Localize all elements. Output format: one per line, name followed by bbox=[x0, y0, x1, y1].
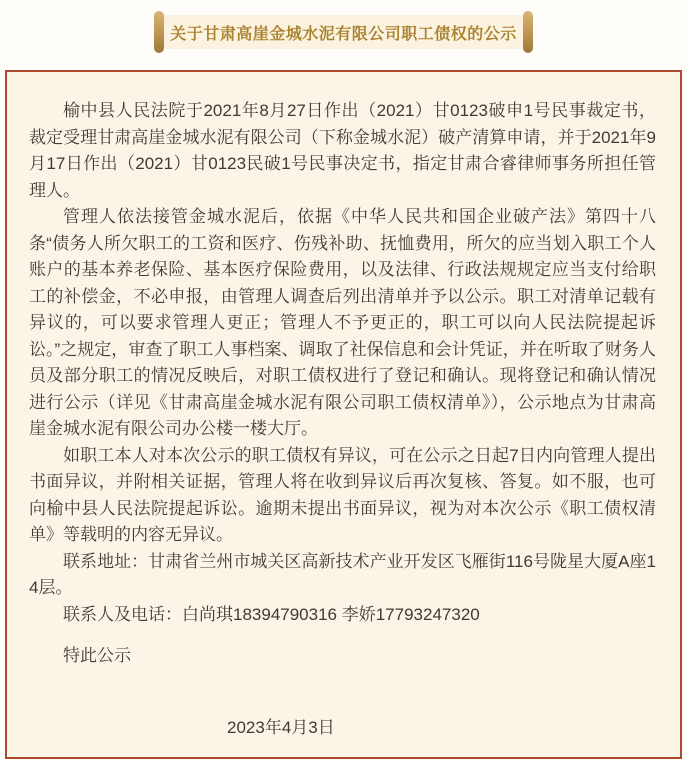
announcement-body bbox=[5, 70, 682, 759]
paragraph-administrator-review: 管理人依法接管金城水泥后，依据《中华人民共和国企业破产法》第四十八条“债务人所欠职工的工资和医疗、伤残补助、抚恤费用，所欠的应当划入职工个人账户的基本养老保险、基本医疗保险费用，以及法律、行政法规规定应当支付给职工的补偿金，不必申报，由管理人调查后列出清单并予以公示。职工对清单记载有异议的，可以要求管理人更正；管理人不予更正的，职工可以向人民法院提起诉讼。”之规定，审查了职工人事档案、调取了社保信息和会计凭证，并在听取了财务人员及部分职工的情况反映后，对职工债权进行了登记和确认。现将登记和确认情况进行公示（详见《甘肃高崖金城水泥有限公司职工债权清单》），公示地点为甘肃高崖金城水泥有限公司办公楼一楼大厅。 bbox=[29, 207, 656, 438]
paragraph-objection-procedure: 如职工本人对本次公示的职工债权有异议，可在公示之日起7日内向管理人提出书面异议，并附相关证据，管理人将在收到异议后再次复核、答复。如不服，也可向榆中县人民法院提起诉讼。逾期未提出书面异议，视为对本次公示《职工债权清单》等载明的内容无异议。 bbox=[29, 445, 656, 544]
paragraph-contact-persons: 联系人及电话：白尚琪18394790316 李娇17793247320 bbox=[63, 604, 480, 624]
title-accent-bar-right bbox=[523, 11, 533, 53]
paragraph-contact-address: 联系地址：甘肃省兰州市城关区高新技术产业开发区飞雁街116号陇星大厦A座14层。 bbox=[29, 551, 656, 597]
title-banner bbox=[0, 0, 687, 54]
closing-statement: 特此公示 bbox=[63, 646, 131, 665]
title-strip bbox=[164, 15, 523, 49]
announcement-date: 2023年4月3日 bbox=[227, 717, 335, 737]
paragraph-court-ruling: 榆中县人民法院于2021年8月27日作出（2021）甘0123破申1号民事裁定书，裁定受理甘肃高崖金城水泥有限公司（下称金城水泥）破产清算申请，并于2021年9月17日作出（2021）甘0123民破1号民事决定书，指定甘肃合睿律师事务所担任管理人。 bbox=[29, 101, 656, 200]
page-title: 关于甘肃高崖金城水泥有限公司职工债权的公示 bbox=[170, 25, 517, 43]
title-accent-bar-left bbox=[154, 11, 164, 53]
